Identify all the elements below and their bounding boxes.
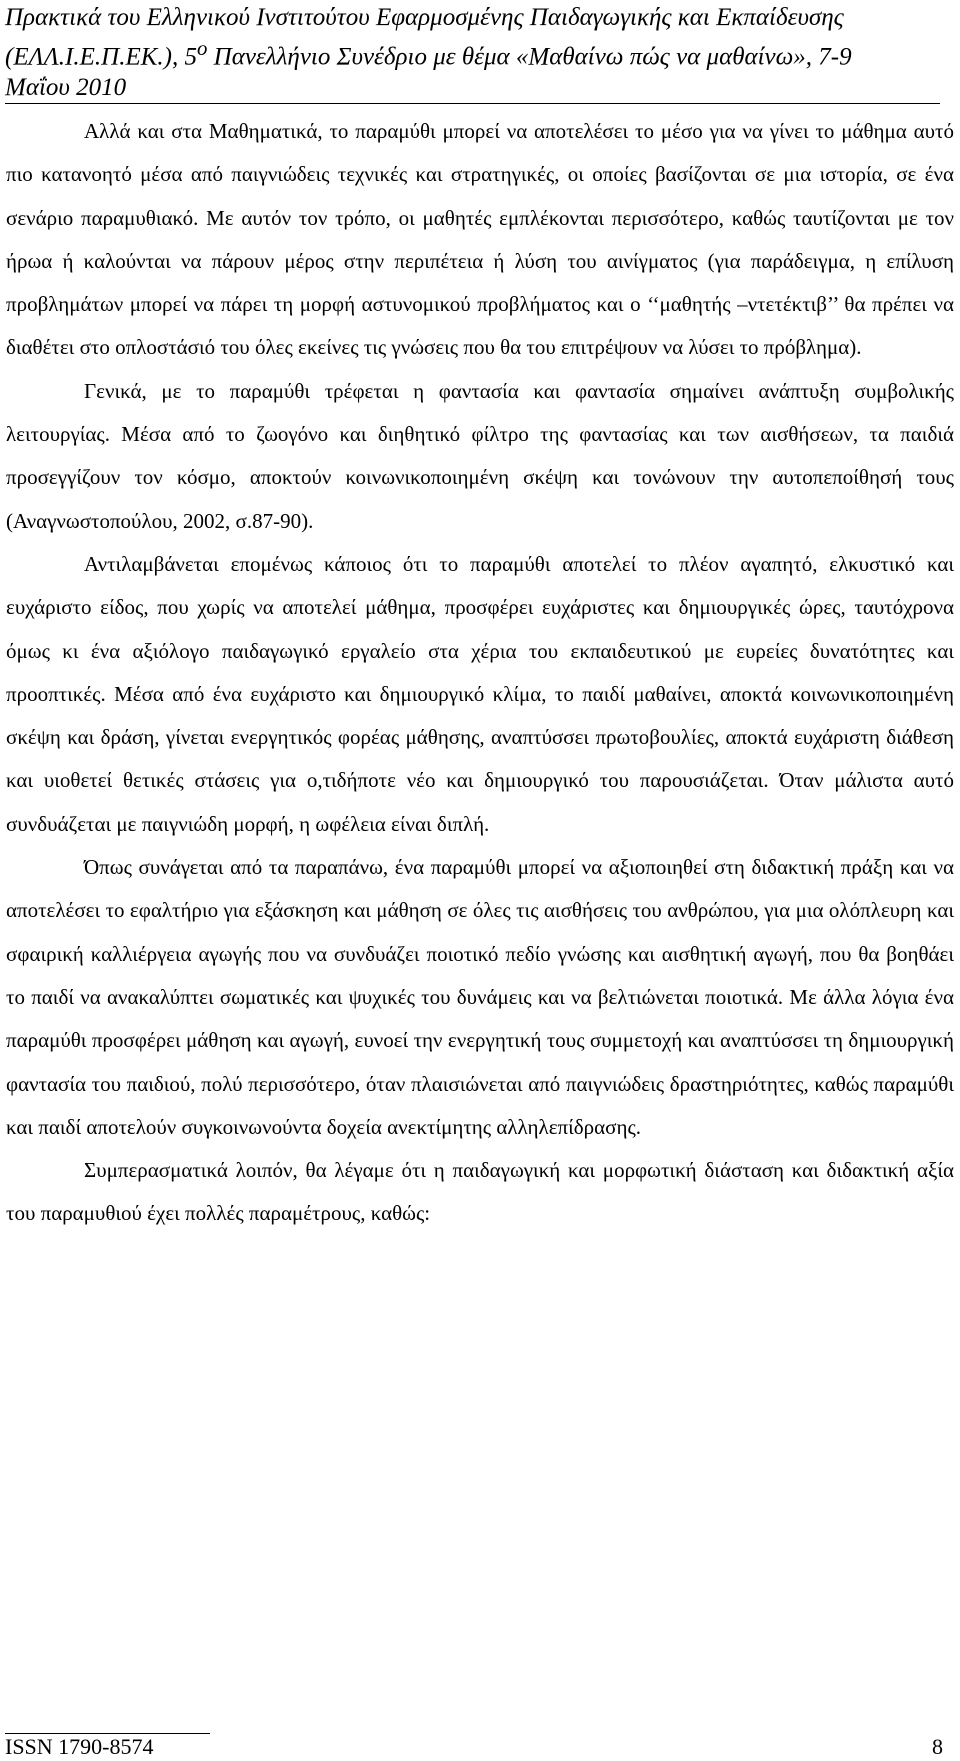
header-line-2-start: (ΕΛΛ.Ι.Ε.Π.ΕΚ.), 5: [5, 43, 197, 71]
body-text: [6, 110, 954, 1236]
header-line-3: Μαΐου 2010: [5, 74, 127, 102]
paragraph-3: Αντιλαμβάνεται επομένως κάποιος ότι το παραμύθι αποτελεί το πλέον αγαπητό, ελκυστικό και ευχάριστο είδος, που χωρίς να αποτελεί μάθημα, προσφέρει ευχάριστες και δημιουργικές ώρες, ταυτόχρονα όμως κι ένα αξιόλογο παιδαγωγικό εργαλείο στα χέρια του εκπαιδευτικού με ευρείες δυνατότητες και προοπτικές. Μέσα από ένα ευχάριστο και δημιουργικό κλίμα, το παιδί μαθαίνει, αποκτά κοινωνικοποιημένη σκέψη και δράση, γίνεται ενεργητικός φορέας μάθησης, αναπτύσσει πρωτοβουλίες, αποκτά ευχάριστη διάθεση και υιοθετεί θετικές στάσεις για ο,τιδήποτε νέο και δημιουργικό του παρουσιάζεται. Όταν μάλιστα αυτό συνδυάζεται με παιγνιώδη μορφή, η ωφέλεια είναι διπλή.: [6, 551, 954, 836]
issn-label: ISSN 1790-8574: [5, 1734, 154, 1759]
ordinal-superscript: ο: [196, 36, 208, 60]
header-rule: [5, 103, 940, 104]
page-footer: [5, 1733, 943, 1761]
header-line-2-end: Πανελλήνιο Συνέδριο με θέμα «Μαθαίνω πώς να μαθαίνω», 7-9: [207, 43, 852, 71]
header-line-1: Πρακτικά του Ελληνικού Ινστιτούτου Εφαρμοσμένης Παιδαγωγικής και Εκπαίδευσης: [5, 4, 844, 31]
paragraph-5: Συμπερασματικά λοιπόν, θα λέγαμε ότι η παιδαγωγική και μορφωτική διάσταση και διδακτική αξία του παραμυθιού έχει πολλές παραμέτρους, καθώς:: [6, 1158, 954, 1226]
paragraph-1: Αλλά και στα Μαθηματικά, το παραμύθι μπορεί να αποτελέσει το μέσο για να γίνει το μάθημα αυτό πιο κατανοητό μέσα από παιγνιώδεις τεχνικές και στρατηγικές, οι οποίες βασίζονται σε μια ιστορία, σε ένα σενάριο παραμυθιακό. Με αυτόν τον τρόπο, οι μαθητές εμπλέκονται περισσότερο, καθώς ταυτίζονται με τον ήρωα ή καλούνται να πάρουν μέρος στην περιπέτεια ή λύση του αινίγματος (για παράδειγμα, η επίλυση προβλημάτων μπορεί να πάρει τη μορφή αστυνομικού προβλήματος και ο ‘‘μαθητής –ντετέκτιβ’’ θα πρέπει να διαθέτει στο οπλοστάσιό του όλες εκείνες τις γνώσεις που θα του επιτρέψουν να λύσει το πρόβλημα).: [6, 119, 954, 360]
paragraph-4: Όπως συνάγεται από τα παραπάνω, ένα παραμύθι μπορεί να αξιοποιηθεί στη διδακτική πράξη και να αποτελέσει το εφαλτήριο για εξάσκηση και μάθηση σε όλες τις αισθήσεις του ανθρώπου, για μια ολόπλευρη και σφαιρική καλλιέργεια αγωγής που να συνδυάζει ποιοτικό πεδίο γνώσης και αισθητική αγωγή, που θα βοηθάει το παιδί να ανακαλύπτει σωματικές και ψυχικές του δυνάμεις και να βελτιώνεται ποιοτικά. Με άλλα λόγια ένα παραμύθι προσφέρει μάθηση και αγωγή, ευνοεί την ενεργητική τους συμμετοχή και αναπτύσσει τη δημιουργική φαντασία του παιδιού, πολύ περισσότερο, όταν πλαισιώνεται από παιγνιώδεις δραστηριότητες, καθώς παραμύθι και παιδί αποτελούν συγκοινωνούντα δοχεία ανεκτίμητης αλληλεπίδρασης.: [6, 855, 954, 1139]
header-line-2: [5, 33, 935, 72]
running-header: [5, 2, 935, 103]
page-number: 8: [932, 1734, 943, 1759]
paragraph-2: Γενικά, με το παραμύθι τρέφεται η φαντασία και φαντασία σημαίνει ανάπτυξη συμβολικής λειτουργίας. Μέσα από το ζωογόνο και διηθητικό φίλτρο της φαντασίας και των αισθήσεων, τα παιδιά προσεγγίζουν τον κόσμο, αποκτούν κοινωνικοποιημένη σκέψη και τονώνουν την αυτοπεποίθησή τους (Αναγνωστοπούλου, 2002, σ.87-90).: [6, 378, 954, 533]
